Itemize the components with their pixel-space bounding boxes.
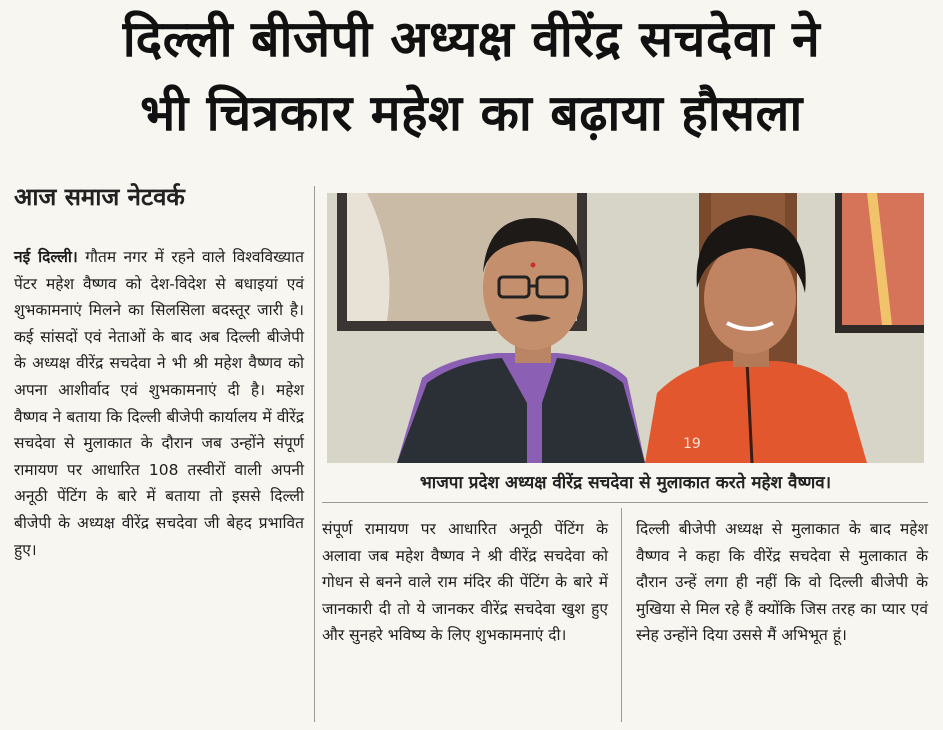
headline-line-1: दिल्ली बीजेपी अध्यक्ष वीरेंद्र सचदेवा ने <box>122 10 821 68</box>
headline <box>8 2 935 150</box>
column-divider <box>314 186 315 722</box>
byline: आज समाज नेटवर्क <box>14 183 185 211</box>
article-column-3: दिल्ली बीजेपी अध्यक्ष से मुलाकात के बाद महेश वैष्णव ने कहा कि वीरेंद्र सचदेवा से मुलाकात के दौरान उन्हें लगा ही नहीं कि वो दिल्ली बीजेपी के मुखिया से मिल रहे हैं क्योंकि जिस तरह का प्यार एवं स्नेह उन्होंने दिया उससे मैं अभिभूत हूं। <box>636 520 928 645</box>
headline-line-2: भी चित्रकार महेश का बढ़ाया हौसला <box>140 84 803 142</box>
caption-rule <box>322 502 928 503</box>
article-text-1: गौतम नगर में रहने वाले विश्वविख्यात पेंटर महेश वैष्णव को देश-विदेश से बधाइयां एवं शुभकामनाएं मिलने का सिलसिला बदस्तूर जारी है। कई सांसदों एवं नेताओं के बाद अब दिल्ली बीजेपी के अध्यक्ष वीरेंद्र सचदेवा ने भी श्री महेश वैष्णव को अपना आशीर्वाद एवं शुभकामनाएं दी है। महेश वैष्णव ने बताया कि दिल्ली बीजेपी कार्यालय में वीरेंद्र सचदेवा से मुलाकात के दौरान जब उन्होंने संपूर्ण रामायण पर आधारित 108 तस्वीरों वाली अपनी अनूठी पेंटिंग के बारे में बताया तो इससे दिल्ली बीजेपी के अध्यक्ष वीरेंद्र सचदेवा जी बेहद प्रभावित हुए। <box>14 248 304 559</box>
photo-caption: भाजपा प्रदेश अध्यक्ष वीरेंद्र सचदेवा से मुलाकात करते महेश वैष्णव। <box>419 473 832 493</box>
photo-illustration <box>327 193 924 463</box>
article-column-2: संपूर्ण रामायण पर आधारित अनूठी पेंटिंग के अलावा जब महेश वैष्णव ने श्री वीरेंद्र सचदेवा को गोधन से बनने वाले राम मंदिर की पेंटिंग के बारे में जानकारी दी तो ये जानकर वीरेंद्र सचदेवा खुश हुए और सुनहरे भविष्य के लिए शुभकामनाएं दी। <box>322 520 608 645</box>
jersey-number: 19 <box>683 436 701 452</box>
column-divider <box>621 508 622 722</box>
dateline: नई दिल्ली। <box>14 248 78 266</box>
article-column-1 <box>14 244 304 563</box>
news-photo <box>327 193 924 463</box>
